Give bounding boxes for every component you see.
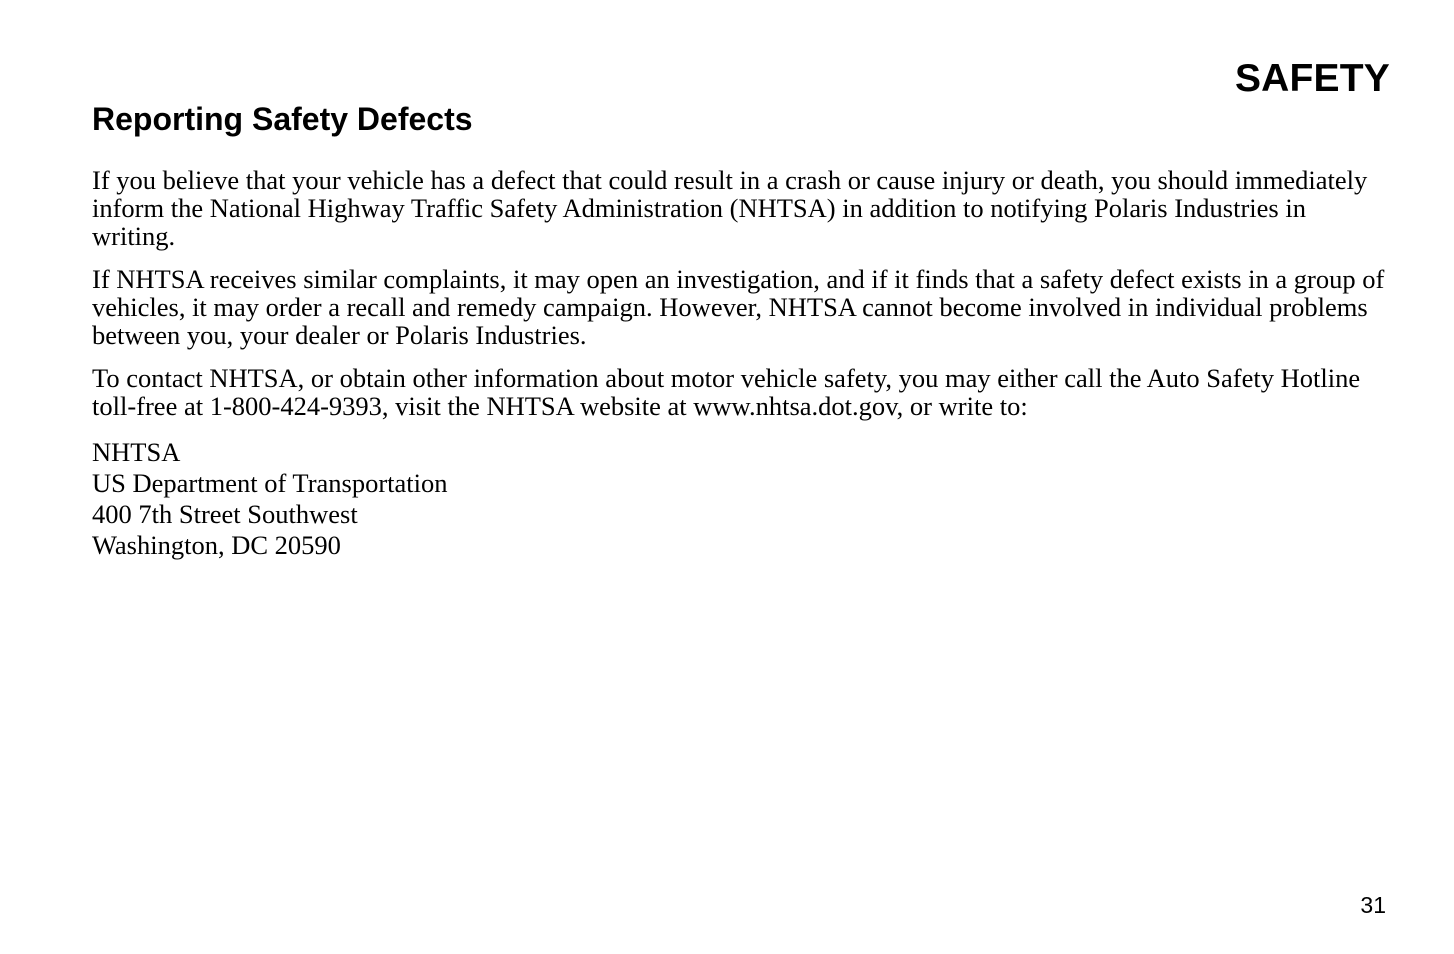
body-text — [92, 166, 1392, 561]
address-line: Washington, DC 20590 — [92, 530, 341, 560]
address-line: 400 7th Street Southwest — [92, 499, 358, 529]
address-line: US Department of Transportation — [92, 468, 448, 498]
page-heading: Reporting Safety Defects — [92, 101, 473, 137]
paragraph-contact: To contact NHTSA, or obtain other information about motor vehicle safety, you may either call the Auto Safety Hotline toll-free at 1-800-424-9393, visit the NHTSA website at www.nhtsa.dot.gov, or write to: — [92, 363, 1361, 421]
mailing-address — [92, 437, 1392, 561]
section-title: SAFETY — [1234, 57, 1390, 100]
address-line: NHTSA — [92, 437, 181, 467]
page-number: 31 — [1360, 892, 1386, 918]
paragraph-defect-reporting: If you believe that your vehicle has a defect that could result in a crash or cause injury or death, you should immediately inform the National Highway Traffic Safety Administration (NHTSA) in addition to notifying Polaris Industries in writing. — [92, 165, 1368, 251]
paragraph-investigation: If NHTSA receives similar complaints, it may open an investigation, and if it finds that a safety defect exists in a group of vehicles, it may order a recall and remedy campaign. However, NHTSA cannot become involved in individual problems between you, your dealer or Polaris Industries. — [92, 264, 1385, 350]
